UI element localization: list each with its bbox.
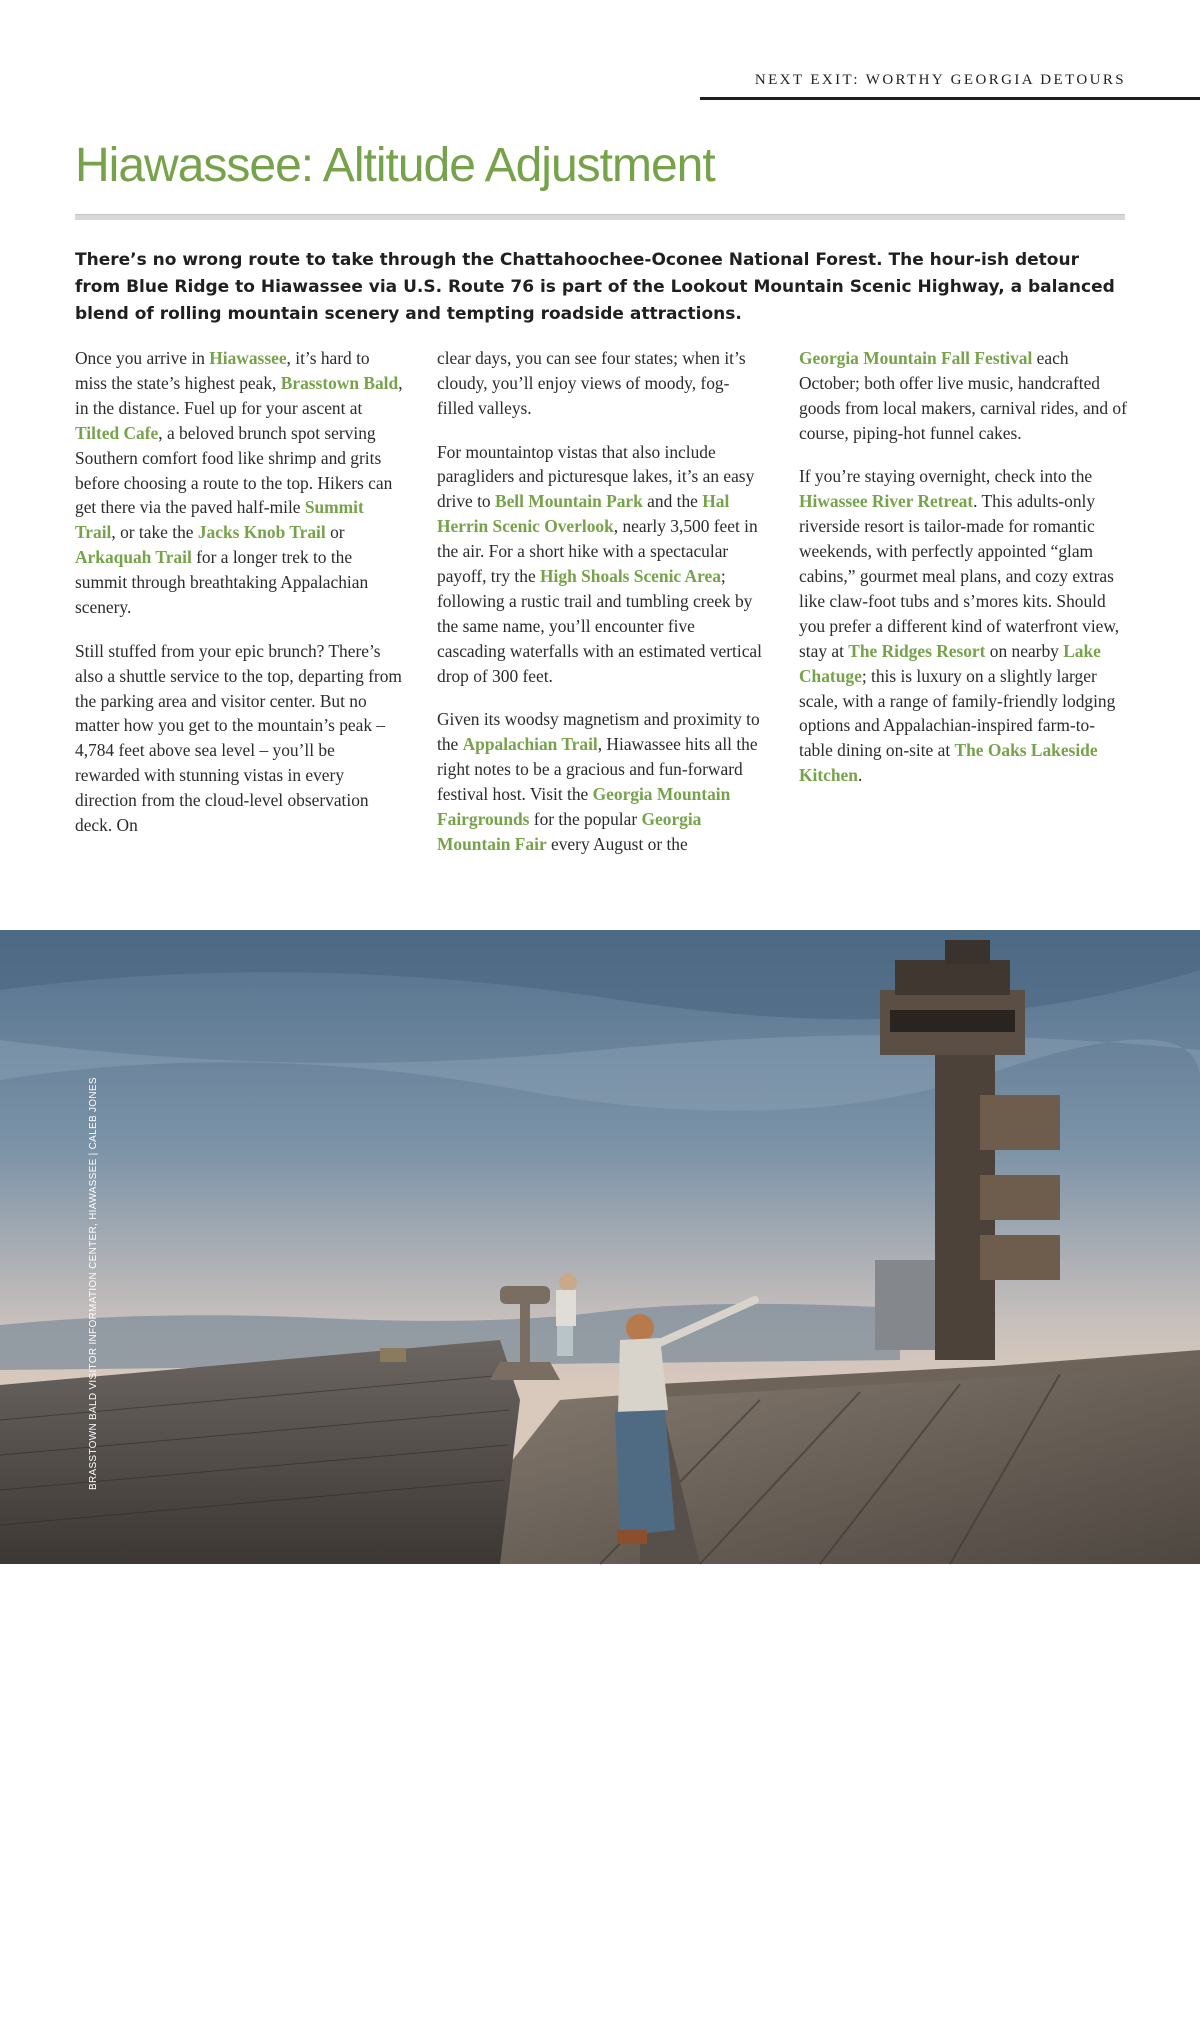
header-rule	[700, 97, 1200, 100]
link-oaks-kitchen[interactable]: The Oaks Lakeside Kitchen	[799, 740, 1098, 786]
paragraph: clear days, you can see four states; when it’s cloudy, you’ll enjoy views of moody, fog-filled valleys.	[437, 348, 746, 418]
photo-illustration	[0, 930, 1200, 1564]
photo-credit: BRASSTOWN BALD VISITOR INFORMATION CENTER, HIAWASSEE | CALEB JONES	[88, 1077, 99, 1490]
link-fall-festival[interactable]: Georgia Mountain Fall Festival	[799, 348, 1033, 368]
article-column-1	[75, 346, 403, 857]
link-ridges-resort[interactable]: The Ridges Resort	[848, 640, 986, 661]
article-intro: There’s no wrong route to take through the Chattahoochee-Oconee National Forest. The hour-ish detour from Blue Ridge to Hiawassee via U.S. Route 76 is part of the Lookout Mountain Scenic Highway, a balanced blend of rolling mountain scenery and tempting roadside attractions.	[75, 250, 1115, 324]
paragraph: For mountaintop vistas that also include paragliders and picturesque lakes, it’s an easy drive to Bell Mountain Park and the Hal Herrin Scenic Overlook, nearly 3,500 feet in the air. For a short hike with a spectacular payoff, try the High Shoals Scenic Area; following a rustic trail and tumbling creek by the same name, you’ll encounter five cascading waterfalls with an estimated vertical drop of 300 feet.	[437, 441, 762, 686]
link-tilted-cafe[interactable]: Tilted Cafe	[75, 422, 159, 443]
wall-plaque	[380, 1348, 406, 1362]
link-hiawassee[interactable]: Hiawassee	[209, 348, 287, 368]
link-high-shoals[interactable]: High Shoals Scenic Area	[540, 566, 721, 587]
section-header: NEXT EXIT: WORTHY GEORGIA DETOURS	[754, 72, 1126, 88]
link-hal-herrin-overlook[interactable]: Hal Herrin Scenic Overlook	[437, 491, 730, 537]
observation-deck-photo	[0, 930, 1200, 2030]
link-jacks-knob-trail[interactable]: Jacks Knob Trail	[197, 522, 326, 543]
paragraph: If you’re staying overnight, check into the Hiwassee River Retreat. This adults-only riverside resort is tailor-made for romantic weekends, with perfectly appointed “glam cabins,” gourmet meal plans, and cozy extras like claw-foot tubs and s’mores kits. Should you prefer a different kind of waterfront view, stay at The Ridges Resort on nearby Lake Chatuge; this is luxury on a slightly larger scale, with a range of family-friendly lodging options and Appalachian-inspired farm-to-table dining on-site at The Oaks Lakeside Kitchen.	[799, 466, 1120, 786]
page-number: 121	[1102, 2014, 1126, 2030]
footer-site: EXPLOREGEORGIA.ORG	[901, 2014, 1080, 2030]
paragraph: Once you arrive in Hiawassee, it’s hard to miss the state’s highest peak, Brasstown Bald, in the distance. Fuel up for your ascent at Tilted Cafe, a beloved brunch spot serving Southern comfort food like shrimp and grits before choosing a route to the top. Hikers can get there via the paved half-mile Summit Trail, or take the Jacks Knob Trail or Arkaquah Trail for a longer trek to the summit through breathtaking Appalachian scenery.	[75, 348, 403, 618]
link-bell-mountain-park[interactable]: Bell Mountain Park	[494, 491, 643, 512]
link-fairgrounds[interactable]: Georgia Mountain Fairgrounds	[437, 784, 731, 829]
paragraph: Still stuffed from your epic brunch? There’s also a shuttle service to the top, departing from the parking area and visitor center. But no matter how you get to the mountain’s peak – 4,784 feet above sea level – you’ll be rewarded with stunning vistas in every direction from the cloud-level observation deck. On	[75, 640, 402, 836]
page-title: Hiawassee: Altitude Adjustment	[75, 139, 715, 192]
link-arkaquah-trail[interactable]: Arkaquah Trail	[75, 547, 192, 568]
article-column-3	[799, 346, 1127, 807]
paragraph: Georgia Mountain Fall Festival each October; both offer live music, handcrafted goods from local makers, carnival rides, and of course, piping-hot funnel cakes.	[799, 348, 1127, 443]
link-mountain-fair[interactable]: Georgia Mountain Fair	[437, 809, 702, 854]
paragraph: Given its woodsy magnetism and proximity to the Appalachian Trail, Hiawassee hits all the right notes to be a gracious and fun-forward festival host. Visit the Georgia Mountain Fairgrounds for the popular Georgia Mountain Fair every August or the	[437, 709, 760, 854]
link-river-retreat[interactable]: Hiwassee River Retreat	[799, 491, 974, 512]
tower-windows	[890, 1010, 1015, 1032]
link-appalachian-trail[interactable]: Appalachian Trail	[462, 734, 598, 755]
link-lake-chatuge[interactable]: Lake Chatuge	[799, 640, 1101, 686]
link-brasstown-bald[interactable]: Brasstown Bald	[280, 372, 399, 393]
link-summit-trail[interactable]: Summit Trail	[75, 497, 364, 543]
article-column-2	[437, 346, 765, 876]
title-divider	[75, 214, 1125, 220]
